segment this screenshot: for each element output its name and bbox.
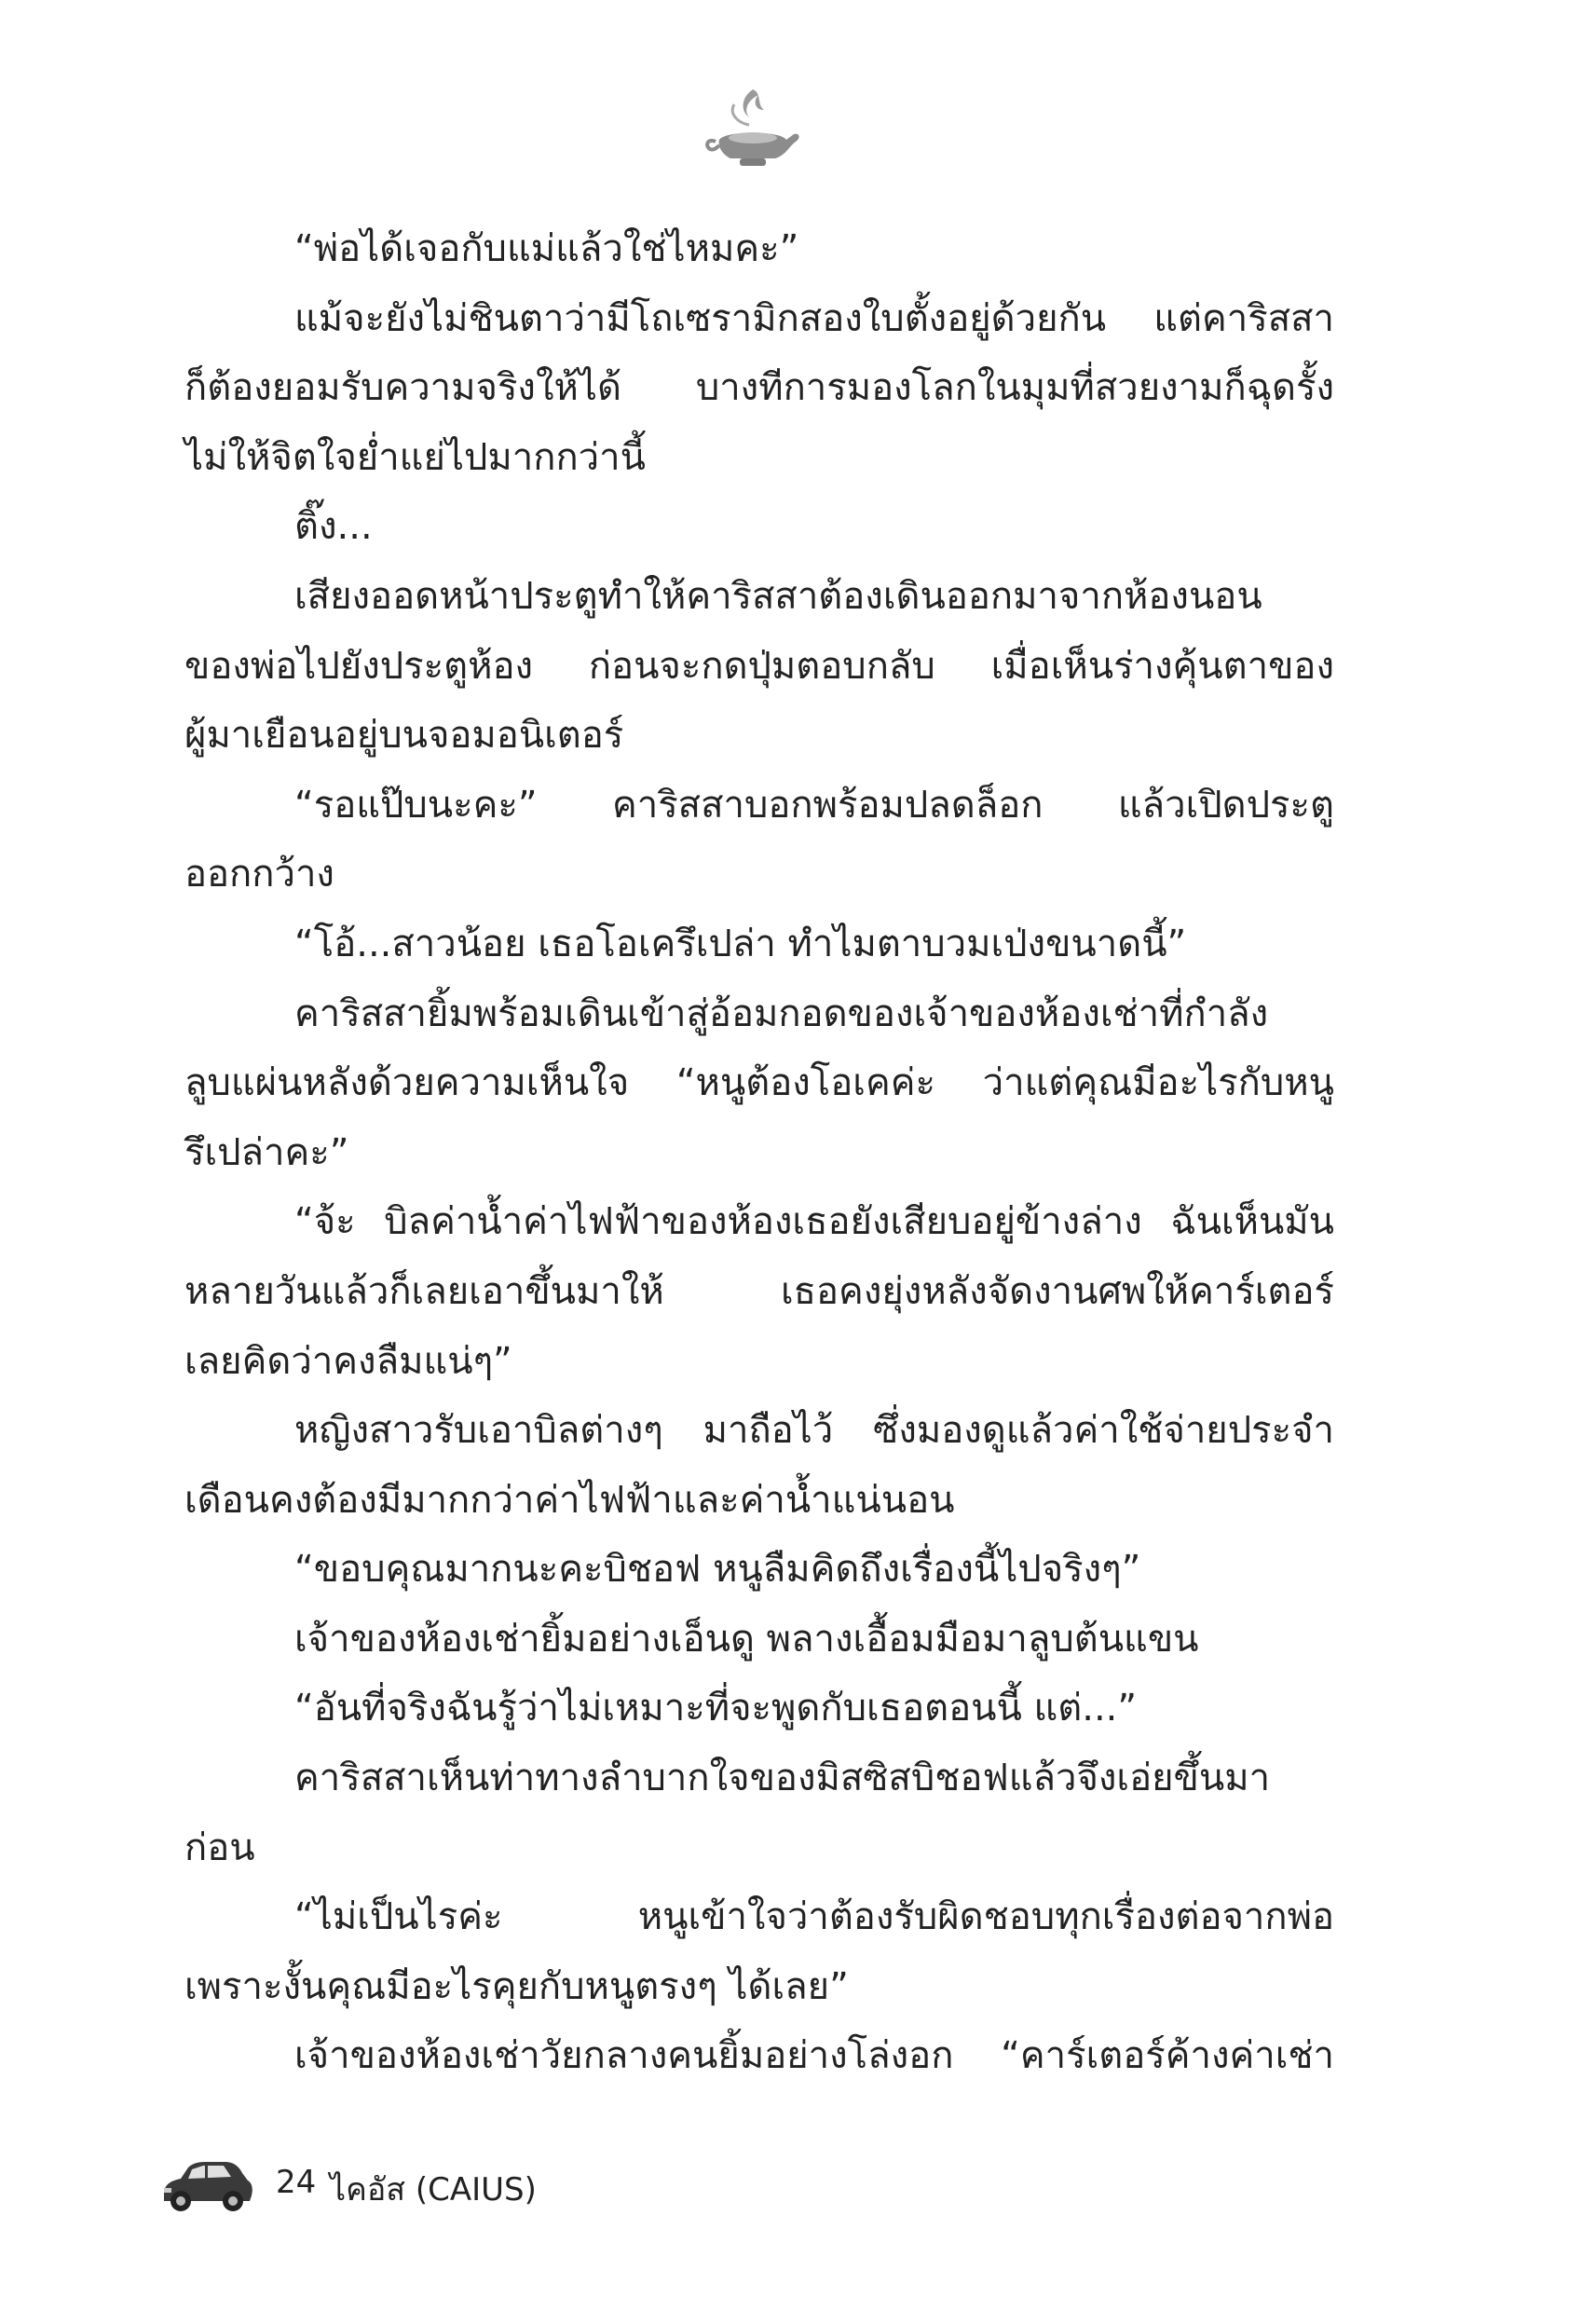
genie-lamp-icon	[697, 73, 809, 185]
mini-car-icon	[157, 2153, 254, 2218]
text-line: ลูบแผ่นหลังด้วยความเห็นใจ “หนูต้องโอเคค่ะ ว่าแต่คุณมีอะไรกับหนู	[184, 1061, 1334, 1105]
text-line: “จ้ะ บิลค่าน้ำค่าไฟฟ้าของห้องเธอยังเสียบอยู่ข้างล่าง ฉันเห็นมัน	[294, 1200, 1334, 1244]
page-number: 24	[276, 2164, 317, 2201]
text-line: ของพ่อไปยังประตูห้อง ก่อนจะกดปุ่มตอบกลับ เมื่อเห็นร่างคุ้นตาของ	[184, 644, 1334, 688]
text-line: เจ้าของห้องเช่าวัยกลางคนยิ้มอย่างโล่งอก “คาร์เตอร์ค้างค่าเช่า	[294, 2034, 1334, 2078]
text-line: “ไม่เป็นไรค่ะ หนูเข้าใจว่าต้องรับผิดชอบทุกเรื่องต่อจากพ่อ	[294, 1895, 1334, 1939]
text-line: คาริสสายิ้มพร้อมเดินเข้าสู่อ้อมกอดของเจ้าของห้องเช่าที่กำลัง	[294, 991, 1269, 1035]
page-footer	[157, 2153, 716, 2218]
text-line: เจ้าของห้องเช่ายิ้มอย่างเอ็นดู พลางเอื้อมมือมาลูบต้นแขน	[294, 1617, 1199, 1661]
text-line: หลายวันแล้วก็เลยเอาขึ้นมาให้ เธอคงยุ่งหลังจัดงานศพให้คาร์เตอร์	[184, 1269, 1334, 1313]
text-line: ผู้มาเยือนอยู่บนจอมอนิเตอร์	[184, 714, 624, 758]
text-line: ก่อน	[184, 1826, 255, 1869]
text-line: รึเปล่าคะ”	[184, 1130, 349, 1174]
text-line: “โอ้...สาวน้อย เธอโอเครึเปล่า ทำไมตาบวมเป่งขนาดนี้”	[294, 922, 1187, 965]
text-line: หญิงสาวรับเอาบิลต่างๆ มาถือไว้ ซึ่งมองดูแล้วค่าใช้จ่ายประจำ	[294, 1409, 1334, 1453]
text-line: ติ๊ง...	[294, 505, 373, 549]
text-line: เสียงออดหน้าประตูทำให้คาริสสาต้องเดินออกมาจากห้องนอน	[294, 574, 1262, 618]
book-title: ไคอัส (CAIUS)	[330, 2171, 537, 2208]
text-line: เพราะงั้นคุณมีอะไรคุยกับหนูตรงๆ ได้เลย”	[184, 1964, 849, 2008]
text-line: “ขอบคุณมากนะคะบิชอฟ หนูลืมคิดถึงเรื่องนี้ไปจริงๆ”	[294, 1548, 1141, 1592]
text-line: ไม่ให้จิตใจย่ำแย่ไปมากกว่านี้	[184, 435, 646, 479]
text-line: เลยคิดว่าคงลืมแน่ๆ”	[184, 1339, 512, 1383]
text-line: ก็ต้องยอมรับความจริงให้ได้ บางทีการมองโลกในมุมที่สวยงามก็ฉุดรั้ง	[184, 366, 1334, 410]
text-line: “อันที่จริงฉันรู้ว่าไม่เหมาะที่จะพูดกับเธอตอนนี้ แต่...”	[294, 1687, 1138, 1730]
text-line: ออกกว้าง	[184, 853, 334, 896]
text-line: “พ่อได้เจอกับแม่แล้วใช่ไหมคะ”	[294, 227, 799, 270]
text-line: คาริสสาเห็นท่าทางลำบากใจของมิสซิสบิชอฟแล้วจึงเอ่ยขึ้นมา	[294, 1757, 1271, 1800]
text-line: “รอแป๊บนะคะ” คาริสสาบอกพร้อมปลดล็อก แล้วเปิดประตู	[294, 783, 1334, 827]
body-text	[184, 214, 1334, 2091]
text-line: แม้จะยังไม่ชินตาว่ามีโถเซรามิกสองใบตั้งอยู่ด้วยกัน แต่คาริสสา	[294, 296, 1334, 340]
text-line: เดือนคงต้องมีมากกว่าค่าไฟฟ้าและค่าน้ำแน่นอน	[184, 1478, 955, 1522]
